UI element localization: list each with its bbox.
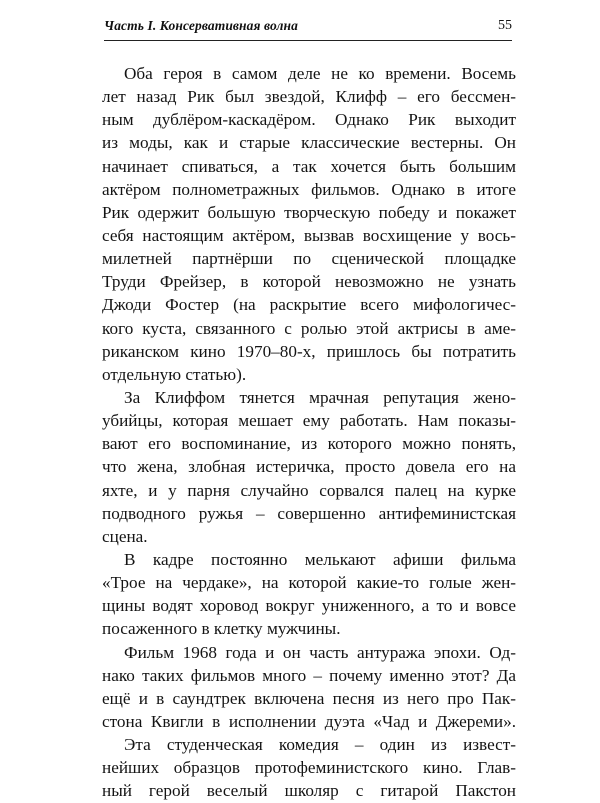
text-line: актёром полнометражных фильмов. Однако в итоге xyxy=(102,179,516,199)
text-line: ный герой веселый школяр с гитарой Пакстон xyxy=(102,781,516,801)
text-line: Фильм 1968 года и он часть антуража эпохи. Од- xyxy=(124,642,516,662)
text-line: Эта студенческая комедия – один из извест- xyxy=(124,735,516,755)
text-line: стона Квигли в исполнении дуэта «Чад и Джереми». xyxy=(102,711,516,731)
page-number: 55 xyxy=(498,18,512,33)
text-line: риканском кино 1970–80-х, пришлось бы потратить xyxy=(102,341,516,361)
text-line: начинает спиваться, а так хочется быть большим xyxy=(102,156,516,176)
text-line: За Клиффом тянется мрачная репутация жено- xyxy=(124,387,516,407)
text-line: нейших образцов протофеминистского кино. Глав- xyxy=(102,758,516,778)
text-line: милетней партнёрши по сценической площадке xyxy=(102,249,516,269)
text-line: ным дублёром-каскадёром. Однако Рик выходит xyxy=(102,110,516,130)
header-rule xyxy=(104,40,512,41)
text-line: яхте, и у парня случайно сорвался палец на курке xyxy=(102,480,516,500)
text-line: Джоди Фостер (на раскрытие всего мифологичес- xyxy=(102,295,516,315)
text-line: нако таких фильмов много – почему именно этот? Да xyxy=(102,665,516,685)
text-line: щины водят хоровод вокруг униженного, а то и вовсе xyxy=(102,596,516,616)
text-line: что жена, злобная истеричка, просто довела его на xyxy=(102,457,516,477)
text-line: отдельную статью). xyxy=(102,364,247,384)
text-line: вают его воспоминание, из которого можно понять, xyxy=(102,434,516,454)
text-line: Рик одержит большую творческую победу и покажет xyxy=(102,202,516,222)
text-line: сцена. xyxy=(102,526,148,546)
text-line: Труди Фрейзер, в которой невозможно не узнать xyxy=(102,272,516,292)
text-line: убийцы, которая мешает ему работать. Нам показы- xyxy=(102,411,516,431)
text-line: посаженного в клетку мужчины. xyxy=(102,619,341,639)
text-line: ещё и в саундтрек включена песня из него про Пак- xyxy=(102,688,516,708)
text-line: из моды, как и старые классические вестерны. Он xyxy=(102,133,516,153)
running-header xyxy=(104,18,512,40)
text-line: кого куста, связанного с ролью этой актрисы в аме- xyxy=(102,318,516,338)
chapter-title: Часть I. Консервативная волна xyxy=(104,18,298,33)
text-line: подводного ружья – совершенно антифеминистская xyxy=(102,503,516,523)
text-line: Оба героя в самом деле не ко времени. Восемь xyxy=(124,64,516,83)
text-line: лет назад Рик был звездой, Клифф – его бессмен- xyxy=(102,87,516,107)
text-line: «Трое на чердаке», на которой какие-то голые жен- xyxy=(102,573,516,593)
text-line: себя настоящим актёром, вызвав восхищение у вось- xyxy=(102,225,516,245)
text-line: В кадре постоянно мелькают афиши фильма xyxy=(124,549,516,569)
body-text xyxy=(102,62,516,803)
